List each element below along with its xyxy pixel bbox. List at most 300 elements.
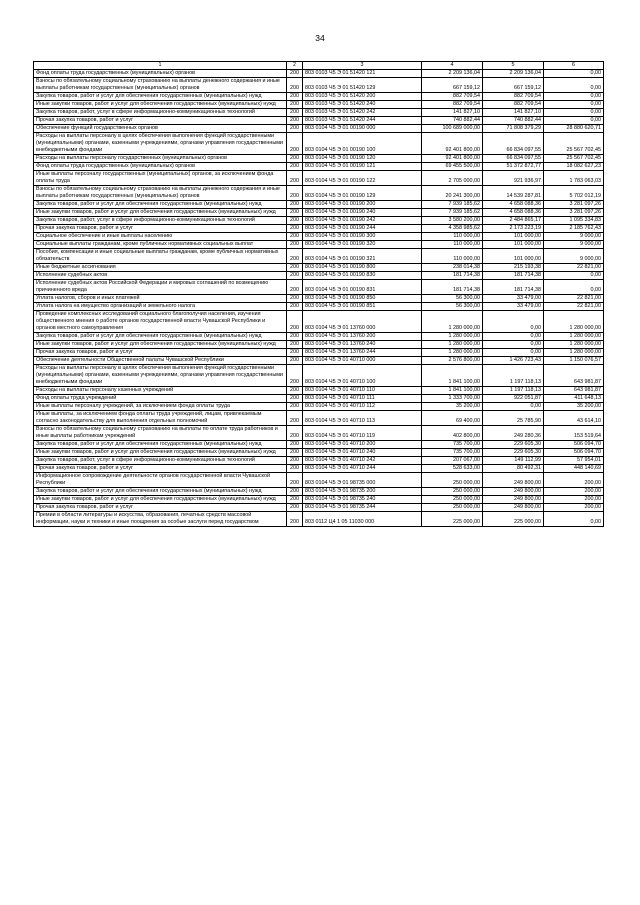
row-name: Взносы по обязательному социальному страхованию на выплаты по оплате труда работников и иные выплаты работникам учреждений <box>34 426 287 441</box>
row-value-4: 92 401 800,00 <box>422 155 483 163</box>
table-row <box>34 272 604 280</box>
row-code: 200 <box>287 387 303 395</box>
table-row <box>34 171 604 186</box>
row-name: Взносы по обязательному социальному страхованию на выплаты денежного содержания и иные выплаты работникам государственных (муниципальных) органов <box>34 78 287 93</box>
row-value-4: 1 333 700,00 <box>422 395 483 403</box>
row-value-6: 1 150 076,57 <box>544 357 604 365</box>
row-value-6: 0,00 <box>544 280 604 295</box>
row-value-6: 0,00 <box>544 272 604 280</box>
row-name: Прочая закупка товаров, работ и услуг <box>34 225 287 233</box>
row-value-6: 0,00 <box>544 70 604 78</box>
row-value-6: 200,00 <box>544 488 604 496</box>
row-code: 200 <box>287 201 303 209</box>
row-code: 200 <box>287 365 303 387</box>
row-value-4: 250 000,00 <box>422 488 483 496</box>
row-value-6: 1 095 334,83 <box>544 217 604 225</box>
row-value-5: 882 709,54 <box>483 93 544 101</box>
row-name: Закупка товаров, работ, услуг в сфере информационно-коммуникационных технологий <box>34 109 287 117</box>
row-kbk: 803 0104 Ч5 Э 01 13760 244 <box>303 349 422 357</box>
row-kbk: 803 0104 Ч5 Э 01 00190 850 <box>303 295 422 303</box>
row-code: 200 <box>287 441 303 449</box>
row-value-6: 1 783 063,03 <box>544 171 604 186</box>
table-row <box>34 473 604 488</box>
row-value-6: 25 567 702,45 <box>544 155 604 163</box>
row-name: Прочая закупка товаров, работ и услуг <box>34 465 287 473</box>
row-value-5: 71 808 379,29 <box>483 125 544 133</box>
table-row <box>34 109 604 117</box>
row-kbk: 803 0104 Ч5 Э 01 40710 119 <box>303 426 422 441</box>
row-value-4: 1 280 000,00 <box>422 333 483 341</box>
row-value-4: 667 159,12 <box>422 78 483 93</box>
row-kbk: 803 0104 Ч5 Э 01 00190 244 <box>303 225 422 233</box>
row-name: Иные закупки товаров, работ и услуг для обеспечения государственных (муниципальных) нужд <box>34 449 287 457</box>
row-code: 200 <box>287 411 303 426</box>
table-row <box>34 217 604 225</box>
row-code: 200 <box>287 133 303 155</box>
row-value-6: 22 821,00 <box>544 295 604 303</box>
row-value-6: 200,00 <box>544 496 604 504</box>
row-kbk: 803 0103 Ч5 Э 01 51420 129 <box>303 78 422 93</box>
row-code: 200 <box>287 117 303 125</box>
row-name: Уплата налога на имущество организаций и земельного налога <box>34 303 287 311</box>
row-code: 200 <box>287 217 303 225</box>
row-value-4: 402 800,00 <box>422 426 483 441</box>
row-value-4: 7 939 185,62 <box>422 201 483 209</box>
table-row <box>34 411 604 426</box>
table-row <box>34 233 604 241</box>
table-row <box>34 101 604 109</box>
row-name: Иные закупки товаров, работ и услуг для обеспечения государственных (муниципальных) нужд <box>34 496 287 504</box>
table-row <box>34 496 604 504</box>
row-value-4: 2 705 000,00 <box>422 171 483 186</box>
row-name: Иные выплаты персоналу государственных (муниципальных) органов, за исключением фонда оплаты труда <box>34 171 287 186</box>
row-name: Исполнение судебных актов <box>34 272 287 280</box>
row-value-4: 69 455 500,00 <box>422 163 483 171</box>
row-code: 200 <box>287 333 303 341</box>
row-kbk: 803 0104 Ч5 Э 01 40710 000 <box>303 357 422 365</box>
row-code: 200 <box>287 249 303 264</box>
row-name: Иные закупки товаров, работ и услуг для обеспечения государственных (муниципальных) нужд <box>34 341 287 349</box>
row-value-4: 735 700,00 <box>422 441 483 449</box>
row-code: 200 <box>287 341 303 349</box>
row-kbk: 803 0104 Ч5 Э 01 00190 200 <box>303 201 422 209</box>
row-value-6: 57 954,01 <box>544 457 604 465</box>
row-value-5: 101 000,00 <box>483 249 544 264</box>
row-kbk: 803 0104 Ч5 Э 01 00190 800 <box>303 264 422 272</box>
header-col-2: 2 <box>287 62 303 70</box>
row-value-5: 181 714,38 <box>483 280 544 295</box>
row-value-5: 667 159,12 <box>483 78 544 93</box>
row-value-6: 200,00 <box>544 473 604 488</box>
row-value-6: 1 280 000,00 <box>544 333 604 341</box>
row-value-5: 1 197 118,13 <box>483 365 544 387</box>
row-value-4: 1 280 000,00 <box>422 311 483 333</box>
row-kbk: 803 0103 Ч5 Э 01 51420 242 <box>303 109 422 117</box>
row-kbk: 803 0104 Ч5 Э 01 13760 240 <box>303 341 422 349</box>
row-value-4: 740 882,44 <box>422 117 483 125</box>
row-value-4: 7 939 185,62 <box>422 209 483 217</box>
row-value-4: 92 401 800,00 <box>422 133 483 155</box>
row-value-4: 207 067,00 <box>422 457 483 465</box>
row-kbk: 803 0104 Ч5 Э 01 40710 111 <box>303 395 422 403</box>
row-value-6: 506 094,70 <box>544 441 604 449</box>
row-kbk: 803 0104 Ч5 Э 01 00190 300 <box>303 233 422 241</box>
table-row <box>34 264 604 272</box>
table-row <box>34 311 604 333</box>
table-row <box>34 365 604 387</box>
row-value-5: 181 714,38 <box>483 272 544 280</box>
row-kbk: 803 0104 Ч5 Э 01 00190 830 <box>303 272 422 280</box>
row-code: 200 <box>287 125 303 133</box>
row-value-5: 229 605,30 <box>483 441 544 449</box>
header-col-3: 3 <box>303 62 422 70</box>
row-value-5: 922 051,87 <box>483 395 544 403</box>
row-kbk: 803 0104 Ч5 Э 01 98735 240 <box>303 496 422 504</box>
row-kbk: 803 0104 Ч5 Э 01 00190 242 <box>303 217 422 225</box>
row-kbk: 803 0104 Ч5 Э 01 98735 200 <box>303 488 422 496</box>
row-value-6: 35 200,00 <box>544 403 604 411</box>
row-value-5: 215 193,38 <box>483 264 544 272</box>
row-value-6: 22 821,00 <box>544 264 604 272</box>
row-kbk: 803 0104 Ч5 Э 01 40710 200 <box>303 441 422 449</box>
row-name: Пособия, компенсации и иные социальные выплаты гражданам, кроме публичных нормативных обязательств <box>34 249 287 264</box>
row-name: Закупка товаров, работ и услуг для обеспечения государственных (муниципальных) нужд <box>34 333 287 341</box>
row-kbk: 803 0104 Ч5 Э 01 00190 240 <box>303 209 422 217</box>
row-value-5: 0,00 <box>483 341 544 349</box>
row-name: Социальные выплаты гражданам, кроме публичных нормативных социальных выплат <box>34 241 287 249</box>
row-value-6: 25 567 702,45 <box>544 133 604 155</box>
row-code: 200 <box>287 504 303 512</box>
table-row <box>34 70 604 78</box>
row-kbk: 803 0104 Ч5 Э 01 40710 113 <box>303 411 422 426</box>
row-kbk: 803 0104 Ч5 Э 01 00190 851 <box>303 303 422 311</box>
row-name: Фонд оплаты труда учреждений <box>34 395 287 403</box>
row-value-6: 1 280 000,00 <box>544 349 604 357</box>
row-value-4: 1 280 000,00 <box>422 341 483 349</box>
row-name: Проведение комплексных исследований социального благополучия населения, изучения общественного мнения о работе органов государственной власти Чувашской Республики и органов местного самоуправления <box>34 311 287 333</box>
row-value-6: 448 140,69 <box>544 465 604 473</box>
table-row <box>34 341 604 349</box>
row-value-4: 181 714,38 <box>422 280 483 295</box>
row-code: 200 <box>287 101 303 109</box>
row-value-4: 1 280 000,00 <box>422 349 483 357</box>
row-value-4: 56 300,00 <box>422 295 483 303</box>
row-code: 200 <box>287 403 303 411</box>
row-value-6: 506 094,70 <box>544 449 604 457</box>
row-name: Иные выплаты, за исключением фонда оплаты труда учреждений, лицам, привлекаемым согласно законодательству для выполнения отдельных полномочий <box>34 411 287 426</box>
row-value-6: 3 281 097,26 <box>544 201 604 209</box>
row-value-4: 882 709,54 <box>422 93 483 101</box>
row-name: Иные выплаты персоналу учреждений, за исключением фонда оплаты труда <box>34 403 287 411</box>
row-name: Закупка товаров, работ, услуг в сфере информационно-коммуникационных технологий <box>34 217 287 225</box>
row-name: Фонд оплаты труда государственных (муниципальных) органов <box>34 163 287 171</box>
row-value-5: 80 492,31 <box>483 465 544 473</box>
row-value-6: 2 185 762,43 <box>544 225 604 233</box>
row-code: 200 <box>287 349 303 357</box>
row-value-4: 225 000,00 <box>422 512 483 527</box>
row-kbk: 803 0103 Ч5 Э 01 51420 121 <box>303 70 422 78</box>
row-value-5: 66 834 097,55 <box>483 133 544 155</box>
row-value-5: 229 605,30 <box>483 449 544 457</box>
row-kbk: 803 0104 Ч5 Э 01 40710 110 <box>303 387 422 395</box>
table-row <box>34 403 604 411</box>
row-kbk: 803 0104 Ч5 Э 01 40710 100 <box>303 365 422 387</box>
row-value-6: 0,00 <box>544 78 604 93</box>
table-row <box>34 241 604 249</box>
row-value-5: 2 484 865,17 <box>483 217 544 225</box>
row-value-4: 250 000,00 <box>422 473 483 488</box>
row-kbk: 803 0104 Ч5 Э 01 00190 121 <box>303 163 422 171</box>
row-value-6: 1 280 000,00 <box>544 311 604 333</box>
table-row <box>34 512 604 527</box>
row-code: 200 <box>287 163 303 171</box>
row-value-6: 0,00 <box>544 512 604 527</box>
table-row <box>34 441 604 449</box>
table-row <box>34 78 604 93</box>
row-value-4: 141 827,10 <box>422 109 483 117</box>
row-value-5: 249 800,00 <box>483 473 544 488</box>
row-value-6: 0,00 <box>544 109 604 117</box>
row-value-6: 3 281 097,26 <box>544 209 604 217</box>
row-name: Уплата налогов, сборов и иных платежей <box>34 295 287 303</box>
table-row <box>34 249 604 264</box>
row-value-6: 0,00 <box>544 117 604 125</box>
row-value-5: 0,00 <box>483 311 544 333</box>
row-code: 200 <box>287 473 303 488</box>
budget-table <box>33 61 604 527</box>
row-kbk: 803 0103 Ч5 Э 01 51420 244 <box>303 117 422 125</box>
row-kbk: 803 0104 Ч5 Э 01 00190 320 <box>303 241 422 249</box>
row-name: Закупка товаров, работ и услуг для обеспечения государственных (муниципальных) нужд <box>34 93 287 101</box>
row-value-4: 35 200,00 <box>422 403 483 411</box>
header-row <box>34 62 604 70</box>
table-row <box>34 465 604 473</box>
row-code: 200 <box>287 272 303 280</box>
row-name: Расходы на выплаты персоналу в целях обеспечения выполнения функций государственными (муниципальными) органами, казенными учреждениями, органами управления государственными внебюджетными фондами <box>34 133 287 155</box>
header-col-4: 4 <box>422 62 483 70</box>
row-code: 200 <box>287 209 303 217</box>
row-value-6: 9 000,00 <box>544 241 604 249</box>
row-code: 200 <box>287 303 303 311</box>
row-code: 200 <box>287 449 303 457</box>
row-value-4: 69 400,00 <box>422 411 483 426</box>
row-code: 200 <box>287 280 303 295</box>
row-value-5: 0,00 <box>483 349 544 357</box>
row-value-5: 4 658 088,36 <box>483 201 544 209</box>
row-kbk: 803 0104 Ч5 Э 01 00190 122 <box>303 171 422 186</box>
row-value-6: 5 702 012,19 <box>544 186 604 201</box>
row-value-5: 249 280,36 <box>483 426 544 441</box>
row-value-4: 110 000,00 <box>422 233 483 241</box>
row-code: 200 <box>287 496 303 504</box>
table-row <box>34 395 604 403</box>
row-name: Иные закупки товаров, работ и услуг для обеспечения государственных (муниципальных) нужд <box>34 101 287 109</box>
row-kbk: 803 0104 Ч5 Э 01 40710 244 <box>303 465 422 473</box>
table-row <box>34 504 604 512</box>
table-row <box>34 117 604 125</box>
row-value-6: 0,00 <box>544 101 604 109</box>
row-code: 200 <box>287 70 303 78</box>
row-name: Исполнение судебных актов Российской Федерации и мировых соглашений по возмещению причиненного вреда <box>34 280 287 295</box>
row-code: 200 <box>287 171 303 186</box>
table-row <box>34 125 604 133</box>
row-name: Закупка товаров, работ и услуг для обеспечения государственных (муниципальных) нужд <box>34 441 287 449</box>
row-value-6: 153 519,64 <box>544 426 604 441</box>
row-kbk: 803 0104 Ч5 Э 01 40710 240 <box>303 449 422 457</box>
row-kbk: 803 0104 Ч5 Э 01 98735 244 <box>303 504 422 512</box>
row-value-5: 25 785,90 <box>483 411 544 426</box>
row-name: Премии в области литературы и искусства, образования, печатных средств массовой информации, науки и техники и иные поощрения за особые заслуги перед государством <box>34 512 287 527</box>
row-value-6: 411 648,13 <box>544 395 604 403</box>
table-row <box>34 449 604 457</box>
row-kbk: 803 0104 Ч5 Э 01 00190 831 <box>303 280 422 295</box>
row-kbk: 803 0104 Ч5 Э 01 13760 200 <box>303 333 422 341</box>
row-name: Иные бюджетные ассигнования <box>34 264 287 272</box>
row-value-5: 249 800,00 <box>483 496 544 504</box>
row-kbk: 803 0103 Ч5 Э 01 51420 240 <box>303 101 422 109</box>
row-value-4: 110 000,00 <box>422 249 483 264</box>
row-code: 200 <box>287 357 303 365</box>
row-name: Закупка товаров, работ и услуг для обеспечения государственных (муниципальных) нужд <box>34 488 287 496</box>
header-col-1: 1 <box>34 62 287 70</box>
row-name: Обеспечение деятельности Общественной палаты Чувашской Республики <box>34 357 287 365</box>
header-col-5: 5 <box>483 62 544 70</box>
row-name: Обеспечение функций государственных органов <box>34 125 287 133</box>
row-value-6: 1 280 000,00 <box>544 341 604 349</box>
row-value-4: 1 841 100,00 <box>422 365 483 387</box>
row-value-6: 200,00 <box>544 504 604 512</box>
row-code: 200 <box>287 488 303 496</box>
row-code: 200 <box>287 109 303 117</box>
table-row <box>34 93 604 101</box>
row-name: Расходы на выплаты персоналу государственных (муниципальных) органов <box>34 155 287 163</box>
row-name: Прочая закупка товаров, работ и услуг <box>34 349 287 357</box>
row-value-6: 22 821,00 <box>544 303 604 311</box>
row-value-6: 643 981,87 <box>544 387 604 395</box>
row-value-5: 249 800,00 <box>483 504 544 512</box>
row-value-5: 249 800,00 <box>483 488 544 496</box>
row-code: 200 <box>287 233 303 241</box>
table-row <box>34 133 604 155</box>
row-code: 200 <box>287 78 303 93</box>
row-value-5: 101 000,00 <box>483 233 544 241</box>
row-value-5: 225 000,00 <box>483 512 544 527</box>
row-name: Закупка товаров, работ и услуг для обеспечения государственных (муниципальных) нужд <box>34 201 287 209</box>
row-kbk: 803 0104 Ч5 Э 01 00190 129 <box>303 186 422 201</box>
row-value-5: 1 197 118,13 <box>483 387 544 395</box>
row-value-4: 735 700,00 <box>422 449 483 457</box>
row-name: Фонд оплаты труда государственных (муниципальных) органов <box>34 70 287 78</box>
row-value-6: 18 082 627,23 <box>544 163 604 171</box>
row-value-4: 238 014,38 <box>422 264 483 272</box>
row-kbk: 803 0104 Ч5 Э 01 00190 000 <box>303 125 422 133</box>
row-value-4: 2 576 800,00 <box>422 357 483 365</box>
row-value-4: 882 709,54 <box>422 101 483 109</box>
row-value-6: 0,00 <box>544 93 604 101</box>
table-row <box>34 488 604 496</box>
row-code: 200 <box>287 155 303 163</box>
row-code: 200 <box>287 264 303 272</box>
row-name: Взносы по обязательному социальному страхованию на выплаты денежного содержания и иные выплаты работникам государственных (муниципальных) органов <box>34 186 287 201</box>
row-kbk: 803 0104 Ч5 Э 01 40710 112 <box>303 403 422 411</box>
row-code: 200 <box>287 395 303 403</box>
table-row <box>34 295 604 303</box>
row-value-5: 740 882,44 <box>483 117 544 125</box>
table-row <box>34 333 604 341</box>
row-kbk: 803 0104 Ч5 Э 01 00190 120 <box>303 155 422 163</box>
row-value-5: 0,00 <box>483 403 544 411</box>
row-code: 200 <box>287 241 303 249</box>
row-value-5: 2 209 136,04 <box>483 70 544 78</box>
table-row <box>34 387 604 395</box>
header-col-6: 6 <box>544 62 604 70</box>
row-value-5: 14 539 287,81 <box>483 186 544 201</box>
row-kbk: 803 0104 Ч5 Э 01 00190 321 <box>303 249 422 264</box>
row-kbk: 803 0103 Ч5 Э 01 51420 200 <box>303 93 422 101</box>
row-code: 200 <box>287 186 303 201</box>
row-value-5: 33 479,00 <box>483 303 544 311</box>
row-value-4: 20 241 300,00 <box>422 186 483 201</box>
row-name: Социальное обеспечение и иные выплаты населению <box>34 233 287 241</box>
row-value-6: 28 880 620,71 <box>544 125 604 133</box>
row-name: Иные закупки товаров, работ и услуг для обеспечения государственных (муниципальных) нужд <box>34 209 287 217</box>
table-row <box>34 426 604 441</box>
row-kbk: 803 0104 Ч5 Э 01 13760 000 <box>303 311 422 333</box>
table-row <box>34 357 604 365</box>
table-row <box>34 155 604 163</box>
page-number: 34 <box>315 33 325 43</box>
row-kbk: 803 0112 Ц4 1 05 11030 000 <box>303 512 422 527</box>
row-name: Расходы на выплаты персоналу казенных учреждений <box>34 387 287 395</box>
row-kbk: 803 0104 Ч5 Э 01 98735 000 <box>303 473 422 488</box>
row-value-6: 643 981,87 <box>544 365 604 387</box>
row-name: Закупка товаров, работ, услуг в сфере информационно-коммуникационных технологий <box>34 457 287 465</box>
row-name: Информационное сопровождение деятельности органов государственной власти Чувашской Республики <box>34 473 287 488</box>
row-value-5: 101 000,00 <box>483 241 544 249</box>
row-value-6: 43 614,10 <box>544 411 604 426</box>
row-kbk: 803 0104 Ч5 Э 01 00190 100 <box>303 133 422 155</box>
row-code: 200 <box>287 225 303 233</box>
table-row <box>34 201 604 209</box>
row-kbk: 803 0104 Ч5 Э 01 40710 242 <box>303 457 422 465</box>
row-value-5: 4 658 088,36 <box>483 209 544 217</box>
row-value-4: 250 000,00 <box>422 496 483 504</box>
row-value-6: 9 000,00 <box>544 249 604 264</box>
row-value-4: 2 209 136,04 <box>422 70 483 78</box>
row-value-4: 181 714,38 <box>422 272 483 280</box>
row-value-5: 2 173 223,19 <box>483 225 544 233</box>
row-value-5: 1 426 723,43 <box>483 357 544 365</box>
row-value-5: 882 709,54 <box>483 101 544 109</box>
row-code: 200 <box>287 311 303 333</box>
row-value-6: 9 000,00 <box>544 233 604 241</box>
row-value-4: 56 300,00 <box>422 303 483 311</box>
table-row <box>34 349 604 357</box>
row-value-4: 110 000,00 <box>422 241 483 249</box>
row-value-5: 921 936,97 <box>483 171 544 186</box>
row-name: Расходы на выплаты персоналу в целях обеспечения выполнения функций государственными (муниципальными) органами, казенными учреждениями, органами управления государственными внебюджетными фондами <box>34 365 287 387</box>
table-row <box>34 457 604 465</box>
row-value-5: 0,00 <box>483 333 544 341</box>
table-row <box>34 303 604 311</box>
row-value-4: 1 841 100,00 <box>422 387 483 395</box>
table-row <box>34 209 604 217</box>
row-value-4: 4 358 985,62 <box>422 225 483 233</box>
table-row <box>34 280 604 295</box>
row-value-4: 100 689 000,00 <box>422 125 483 133</box>
row-value-5: 149 112,99 <box>483 457 544 465</box>
row-value-4: 3 580 200,00 <box>422 217 483 225</box>
